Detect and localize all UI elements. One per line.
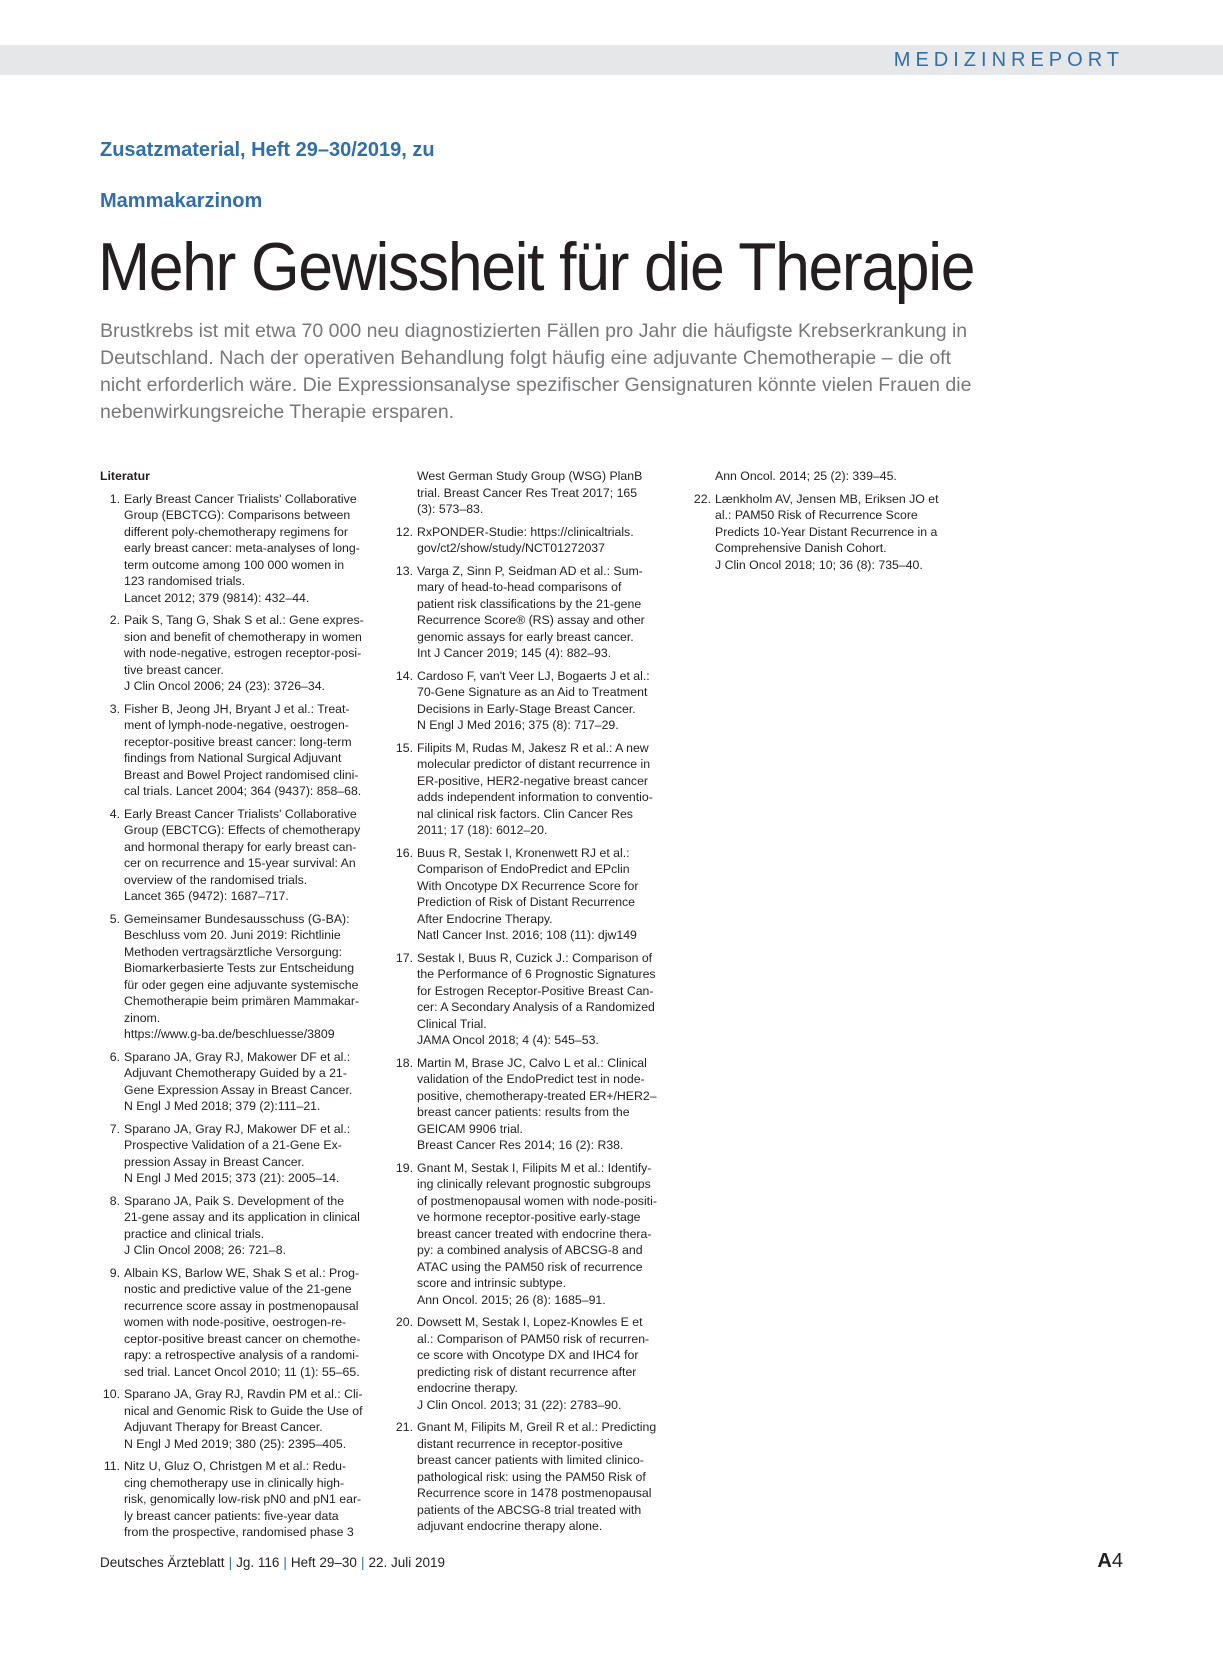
literature-column-3 [691, 468, 974, 579]
reference-number: 6. [109, 1049, 120, 1064]
reference-number: 5. [109, 911, 120, 926]
reference-item [100, 491, 374, 607]
reference-number: 9. [109, 1265, 120, 1280]
reference-item [100, 911, 374, 1043]
reference-item [100, 1265, 374, 1381]
reference-number: 18. [395, 1055, 413, 1070]
reference-text: RxPONDER-Studie: https://clinicaltrials. gov/ct2/show/study/NCT01272037 [417, 524, 634, 555]
reference-continuation [393, 468, 676, 518]
footer-separator: | [360, 1555, 365, 1570]
section-label: MEDIZINREPORT [893, 49, 1124, 71]
reference-number: 14. [395, 668, 413, 683]
literature-heading: Literatur [100, 469, 150, 483]
reference-text: Fisher B, Jeong JH, Bryant J et al.: Treat- ment of lymph-node-negative, oestrogen- receptor-positive breast cancer: long-term findings from National Surgical Adjuvant Breast and Bowel Project randomised clini- cal trials. Lancet 2004; 364 (9437): 858–68. [124, 701, 362, 798]
reference-number: 1. [109, 491, 120, 506]
reference-number: 20. [395, 1315, 413, 1329]
footer-citation [100, 1555, 445, 1570]
reference-text: Sparano JA, Gray RJ, Makower DF et al.: Prospective Validation of a 21-Gene Ex- pression Assay in Breast Cancer. N Engl J Med 2015; 373 (21): 2005–14. [124, 1121, 351, 1185]
reference-item [100, 1121, 374, 1187]
reference-text: Paik S, Tang G, Shak S et al.: Gene expres- sion and benefit of chemotherapy in women with node-negative, estrogen receptor-posi- tive breast cancer. J Clin Oncol 2006; 24 (23): 3726–34. [124, 613, 364, 693]
reference-item [393, 1419, 676, 1535]
reference-text: Ann Oncol. 2014; 25 (2): 339–45. [715, 469, 897, 483]
reference-item [393, 1314, 676, 1413]
reference-text: Varga Z, Sinn P, Seidman AD et al.: Sum- mary of head-to-head comparisons of patient risk classifications by the 21-gene Recurrence Score® (RS) assay and other genomic assays for early breast cancer. Int J Cancer 2019; 145 (4): 882–93. [417, 563, 645, 660]
reference-number: 12. [395, 524, 413, 539]
reference-number: 7. [109, 1121, 120, 1136]
reference-number: 2. [109, 613, 120, 627]
journal-issue: Heft 29–30 [290, 1555, 357, 1570]
reference-text: Cardoso F, van't Veer LJ, Bogaerts J et al.: 70-Gene Signature as an Aid to Treatment Decisions in Early-Stage Breast Cancer. N Engl J Med 2016; 375 (8): 717–29. [417, 668, 650, 732]
reference-item [393, 563, 676, 662]
footer-separator: | [283, 1555, 287, 1570]
journal-volume: Jg. 116 [236, 1555, 280, 1570]
reference-list [393, 524, 676, 1535]
reference-item [100, 1458, 374, 1541]
reference-text: Early Breast Cancer Trialists' Collaborative Group (EBCTCG): Effects of chemotherapy and hormonal therapy for early breast can- cer on recurrence and 15-year survival: An overview of the randomised trials. Lancet 365 (9472): 1687–717. [124, 806, 361, 903]
article-lead: Brustkrebs ist mit etwa 70 000 neu diagnostizierten Fällen pro Jahr die häufigste Krebserkrankung in Deutschland. Nach der operativen Behandlung folgt häufig eine adjuvante Chemotherapie – die oft nicht erforderlich wäre. Die Expressionsanalyse spezifischer Gensignaturen könnte vielen Frauen die nebenwirkungsreiche Therapie ersparen. [100, 320, 972, 423]
reference-number: 17. [395, 950, 413, 965]
reference-item [393, 1160, 676, 1309]
footer-separator: | [228, 1555, 233, 1570]
reference-text: Sparano JA, Gray RJ, Makower DF et al.: Adjuvant Chemotherapy Guided by a 21- Gene Expression Assay in Breast Cancer. N Engl J Med 2018; 379 (2):111–21. [124, 1049, 353, 1113]
reference-number: 19. [395, 1160, 413, 1175]
reference-number: 13. [395, 563, 413, 578]
reference-text: Gnant M, Filipits M, Greil R et al.: Predicting distant recurrence in receptor-positive breast cancer patients with limited clinico- pathological risk: using the PAM50 Risk of Recurrence score in 1478 postmenopausal patients of the ABCSG-8 trial treated with adjuvant endocrine therapy alone. [417, 1420, 657, 1533]
reference-text: Early Breast Cancer Trialists' Collaborative Group (EBCTCG): Comparisons between different poly-chemotherapy regimens for early breast cancer: meta-analyses of long- term outcome among 100 000 women in 123 randomised trials. Lancet 2012; 379 (9814): 432–44. [124, 491, 360, 605]
reference-number: 15. [395, 740, 413, 755]
literature-column-2 [393, 468, 676, 1541]
reference-number: 21. [395, 1420, 413, 1434]
reference-number: 3. [109, 701, 120, 716]
article-title: Mehr Gewissheit für die Therapie [98, 229, 975, 305]
reference-text: Sparano JA, Gray RJ, Ravdin PM et al.: Cli- nical and Genomic Risk to Guide the Use of Adjuvant Therapy for Breast Cancer. N Engl J Med 2019; 380 (25): 2395–405. [124, 1387, 363, 1451]
reference-text: Martin M, Brase JC, Calvo L et al.: Clinical validation of the EndoPredict test in node- positive, chemotherapy-treated ER+/HER2– breast cancer patients: results from the GEICAM 9906 trial. Breast Cancer Res 2014; 16 (2): R38. [417, 1055, 657, 1152]
reference-item [100, 1193, 374, 1259]
reference-text: West German Study Group (WSG) PlanB trial. Breast Cancer Res Treat 2017; 165 (3): 573–83. [417, 469, 643, 516]
reference-item [100, 1386, 374, 1452]
page-letter: A [1097, 1550, 1112, 1572]
reference-text: Buus R, Sestak I, Kronenwett RJ et al.: Comparison of EndoPredict and EPclin With Oncotype DX Recurrence Score for Prediction of Risk of Distant Recurrence After Endocrine Therapy. Natl Cancer Inst. 2016; 108 (11): djw149 [417, 845, 639, 942]
reference-item [393, 740, 676, 839]
reference-item [393, 668, 676, 734]
reference-list [691, 491, 974, 574]
reference-text: Dowsett M, Sestak I, Lopez-Knowles E et al.: Comparison of PAM50 risk of recurren- ce score with Oncotype DX and IHC4 for predicting risk of distant recurrence after endocrine therapy. J Clin Oncol. 2013; 31 (22): 2783–90. [417, 1315, 650, 1412]
reference-text: Gemeinsamer Bundesausschuss (G-BA): Beschluss vom 20. Juni 2019: Richtlinie Methoden vertragsärztliche Versorgung: Biomarkerbasierte Tests zur Entscheidung für oder gegen eine adjuvante systemische Chemotherapie beim primären Mammakar- zinom. https://www.g-ba.de/beschluesse/3809 [124, 911, 360, 1041]
reference-item [393, 845, 676, 944]
reference-item [100, 612, 374, 695]
page-digit: 4 [1111, 1550, 1123, 1572]
reference-text: Albain KS, Barlow WE, Shak S et al.: Prog- nostic and predictive value of the 21-gene recurrence score assay in postmenopausal women with node-positive, oestrogen-re- ceptor-positive breast cancer on chemothe- rapy: a retrospective analysis of a randomi- sed trial. Lancet Oncol 2010; 11 (1): 55–65. [124, 1265, 361, 1379]
reference-text: Sparano JA, Paik S. Development of the 21-gene assay and its application in clinical practice and clinical trials. J Clin Oncol 2008; 26: 721–8. [124, 1193, 360, 1257]
reference-item [100, 806, 374, 905]
journal-name: Deutsches Ärzteblatt [100, 1555, 225, 1570]
reference-text: Lænkholm AV, Jensen MB, Eriksen JO et al.: PAM50 Risk of Recurrence Score Predicts 10-Year Distant Recurrence in a Comprehensive Danish Cohort. J Clin Oncol 2018; 10; 36 (8): 735–40. [715, 491, 939, 572]
reference-item [393, 1055, 676, 1154]
reference-item [393, 524, 676, 557]
reference-list [100, 491, 374, 1541]
reference-number: 8. [109, 1193, 120, 1208]
literature-column-1 [100, 468, 374, 1547]
reference-item [691, 491, 974, 574]
supplement-note: Zusatzmaterial, Heft 29–30/2019, zu [100, 139, 435, 161]
reference-item [100, 1049, 374, 1115]
reference-text: Sestak I, Buus R, Cuzick J.: Comparison of the Performance of 6 Prognostic Signatures for Estrogen Receptor-Positive Breast Can- cer: A Secondary Analysis of a Randomized Clinical Trial. JAMA Oncol 2018; 4 (4): 545–53. [417, 950, 656, 1047]
reference-item [393, 950, 676, 1049]
article-topic: Mammakarzinom [100, 190, 263, 212]
reference-number: 16. [395, 845, 413, 860]
reference-number: 22. [693, 491, 711, 506]
page-number [1097, 1550, 1123, 1573]
reference-number: 10. [102, 1387, 120, 1401]
reference-number: 11. [103, 1459, 120, 1473]
reference-text: Filipits M, Rudas M, Jakesz R et al.: A new molecular predictor of distant recurrence in ER-positive, HER2-negative breast cancer adds independent information to conventio- nal clinical risk factors. Clin Cancer Res 2011; 17 (18): 6012–20. [417, 740, 653, 837]
reference-number: 4. [109, 806, 120, 821]
reference-text: Nitz U, Gluz O, Christgen M et al.: Redu- cing chemotherapy use in clinically high- risk, genomically low-risk pN0 and pN1 ear- ly breast cancer patients: five-year data from the prospective, randomised phase 3 [124, 1459, 362, 1539]
reference-item [100, 701, 374, 800]
issue-date: 22. Juli 2019 [368, 1555, 446, 1570]
reference-continuation [691, 468, 974, 485]
reference-text: Gnant M, Sestak I, Filipits M et al.: Identify- ing clinically relevant prognostic subgroups of postmenopausal women with node-positi- ve hormone receptor-positive early-stage breast cancer treated with endocrine thera- py: a combined analysis of ABCSG-8 and ATAC using the PAM50 risk of recurrence score and intrinsic subtype. Ann Oncol. 2015; 26 (8): 1685–91. [417, 1160, 657, 1307]
